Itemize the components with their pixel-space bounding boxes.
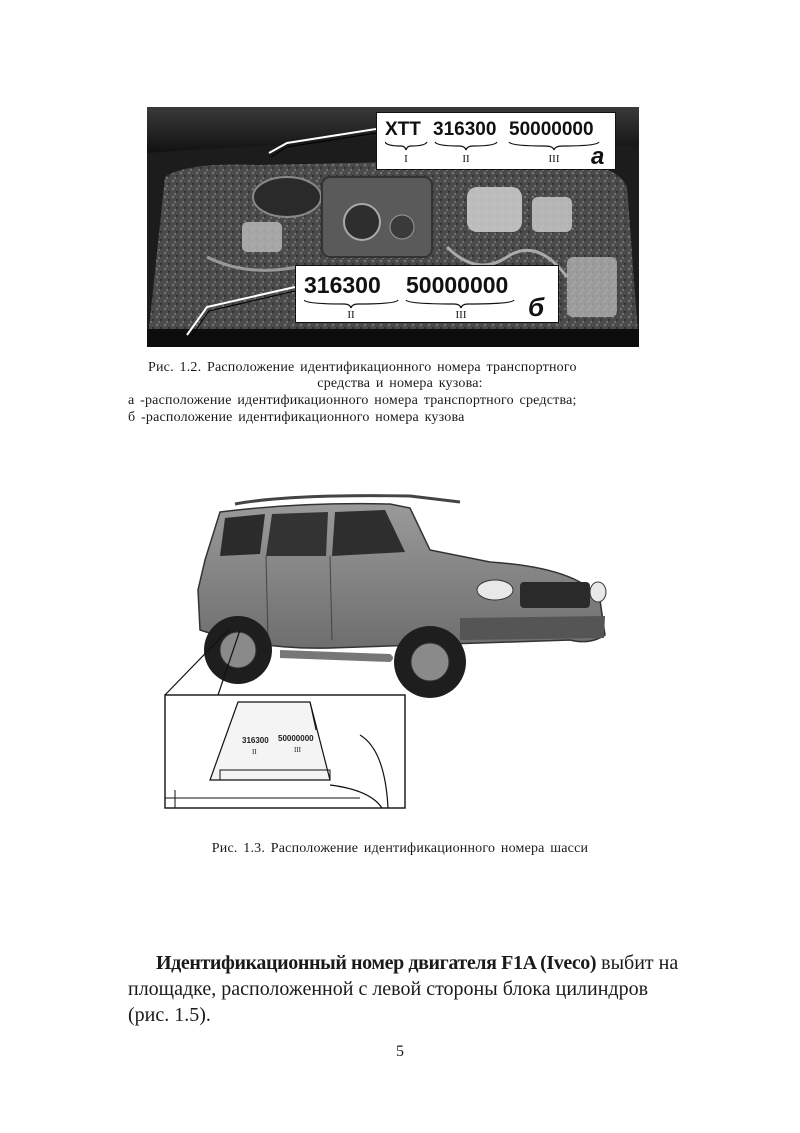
engine-number-paragraph — [128, 950, 688, 1028]
body-code-serial: 50000000 — [406, 272, 509, 298]
chassis-code-serial: 50000000 — [278, 734, 314, 743]
paragraph-line3: (рис. 1.5). — [128, 1004, 211, 1026]
figure-1-2-caption-line2: средства и номера кузова: — [317, 376, 483, 391]
brace-marks — [385, 141, 605, 151]
page-number: 5 — [396, 1043, 404, 1060]
vehicle-photo — [160, 490, 620, 810]
paragraph-line2: площадке, расположенной с левой стороны блока цилиндров — [128, 978, 649, 1000]
label-letter-b: б — [528, 292, 545, 322]
body-code-model: 316300 — [304, 272, 381, 298]
chassis-code-model: 316300 — [242, 736, 269, 745]
roman-label-ii: II — [252, 748, 257, 756]
roman-label-iii: III — [455, 309, 467, 321]
vin-code-manufacturer: XTT — [385, 119, 421, 140]
vehicle-figure — [160, 490, 620, 810]
figure-1-2-legend-b: б -расположение идентификационного номера кузова — [128, 410, 465, 425]
engine-bay-figure — [147, 107, 639, 347]
roman-label-iii: III — [548, 153, 560, 165]
vin-code-serial: 50000000 — [509, 119, 594, 140]
paragraph-lead-bold: Идентификационный номер двигателя F1A (Iveco) — [156, 952, 597, 974]
vin-label-a — [376, 112, 616, 170]
figure-1-2-caption-line1: Рис. 1.2. Расположение идентификационного номера транспортного — [148, 360, 577, 375]
body-number-label-b — [295, 265, 559, 323]
figure-1-3-caption: Рис. 1.3. Расположение идентификационного номера шасси — [211, 841, 589, 856]
roman-label-iii: III — [294, 746, 301, 754]
label-letter-a: а — [591, 143, 605, 170]
roman-label-i: I — [404, 153, 408, 165]
brace-marks — [304, 299, 524, 309]
vin-code-model: 316300 — [433, 119, 497, 140]
roman-label-ii: II — [347, 309, 355, 321]
figure-1-2-legend-a: а -расположение идентификационного номера транспортного средства; — [128, 393, 577, 408]
paragraph-line1-rest: выбит на — [596, 952, 679, 974]
roman-label-ii: II — [462, 153, 470, 165]
